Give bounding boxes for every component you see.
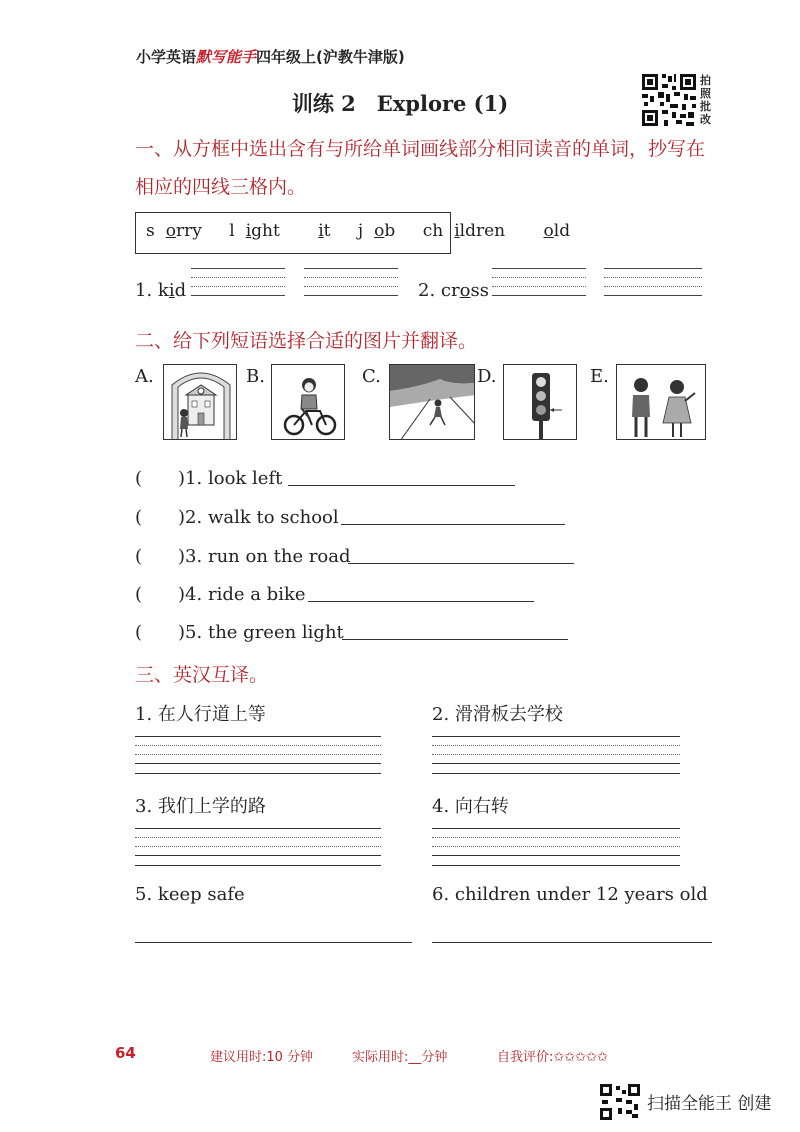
self-evaluation: 自我评价:✩✩✩✩✩ xyxy=(497,1050,608,1065)
actual-time: 实际用时:__分钟 xyxy=(352,1050,448,1065)
word-option: j ob xyxy=(357,221,396,241)
writing-line[interactable] xyxy=(432,763,680,764)
answer-paren[interactable]: ( ) xyxy=(135,546,186,567)
answer-line[interactable] xyxy=(288,485,515,486)
four-line-grid[interactable] xyxy=(492,268,586,296)
bike-rider-picture xyxy=(271,364,345,440)
answer-line[interactable] xyxy=(348,563,574,564)
section3-heading: 三、英汉互译。 xyxy=(135,664,269,686)
children-picture xyxy=(616,364,706,440)
writing-line[interactable] xyxy=(135,846,381,847)
answer-item-5: ( )5. the green light xyxy=(135,622,344,643)
answer-item-4: ( )4. ride a bike xyxy=(135,584,306,605)
answer-item-1: ( )1. look left xyxy=(135,468,283,489)
writing-line[interactable] xyxy=(135,754,381,755)
section1-heading-cont: 相应的四线三格内。 xyxy=(135,176,307,198)
writing-line[interactable] xyxy=(135,865,381,866)
writing-line[interactable] xyxy=(432,745,680,746)
running-road-picture xyxy=(389,364,475,440)
writing-line[interactable] xyxy=(135,736,381,737)
writing-line[interactable] xyxy=(135,855,381,856)
word-option: l ight xyxy=(229,221,280,241)
word-option: ch ildren xyxy=(422,221,506,241)
answer-paren[interactable]: ( ) xyxy=(135,507,186,528)
writing-line[interactable] xyxy=(432,855,680,856)
picture-label-c: C. xyxy=(362,366,381,387)
page-number: 64 xyxy=(115,1044,136,1062)
suggested-time: 建议用时:10 分钟 xyxy=(210,1050,314,1065)
picture-label-e: E. xyxy=(590,366,609,387)
page-header xyxy=(136,46,405,67)
question-2-word: 2. cross xyxy=(418,280,489,301)
answer-item-2: ( )2. walk to school xyxy=(135,507,339,528)
header-brand: 默写能手 xyxy=(196,48,257,66)
picture-label-b: B. xyxy=(246,366,265,387)
writing-line[interactable] xyxy=(432,736,680,737)
translate-item-1: 1. 在人行道上等 xyxy=(135,704,266,725)
school-picture xyxy=(163,364,237,440)
qr-caption-char: 批 xyxy=(700,100,711,113)
four-line-grid[interactable] xyxy=(604,268,702,296)
writing-line[interactable] xyxy=(135,942,412,943)
four-line-grid[interactable] xyxy=(304,268,398,296)
answer-paren[interactable]: ( ) xyxy=(135,622,186,643)
page-title: 训练 2 Explore (1) xyxy=(291,91,509,116)
word-option: s orry xyxy=(146,221,202,241)
answer-paren[interactable]: ( ) xyxy=(135,584,186,605)
translate-item-5: 5. keep safe xyxy=(135,884,245,905)
watermark-qr-icon xyxy=(600,1084,640,1120)
four-line-grid[interactable] xyxy=(191,268,285,296)
section1-heading: 一、从方框中选出含有与所给单词画线部分相同读音的单词，抄写在 xyxy=(135,138,706,160)
answer-paren[interactable]: ( ) xyxy=(135,468,186,489)
translate-item-3: 3. 我们上学的路 xyxy=(135,796,266,817)
header-prefix: 小学英语 xyxy=(136,48,197,66)
qr-caption-char: 照 xyxy=(700,87,711,100)
watermark-text: 扫描全能王 创建 xyxy=(647,1094,772,1114)
writing-line[interactable] xyxy=(432,828,680,829)
writing-line[interactable] xyxy=(135,828,381,829)
writing-line[interactable] xyxy=(432,865,680,866)
writing-line[interactable] xyxy=(135,745,381,746)
writing-line[interactable] xyxy=(432,773,680,774)
answer-item-3: ( )3. run on the road xyxy=(135,546,351,567)
qr-caption-char: 拍 xyxy=(700,74,711,87)
writing-line[interactable] xyxy=(135,773,381,774)
translate-item-2: 2. 滑滑板去学校 xyxy=(432,704,563,725)
writing-line[interactable] xyxy=(135,837,381,838)
traffic-light-picture xyxy=(503,364,577,440)
answer-line[interactable] xyxy=(308,601,534,602)
word-option: old xyxy=(543,221,571,241)
writing-line[interactable] xyxy=(432,754,680,755)
writing-line[interactable] xyxy=(432,942,712,943)
word-option: it xyxy=(318,221,331,241)
qr-caption-char: 改 xyxy=(700,113,711,126)
writing-line[interactable] xyxy=(135,763,381,764)
section2-heading: 二、给下列短语选择合适的图片并翻译。 xyxy=(135,330,478,352)
translate-item-4: 4. 向右转 xyxy=(432,796,509,817)
header-suffix: 四年级上(沪教牛津版) xyxy=(256,48,405,66)
question-1-word: 1. kid xyxy=(135,280,187,301)
answer-line[interactable] xyxy=(342,639,568,640)
picture-label-d: D. xyxy=(477,366,497,387)
writing-line[interactable] xyxy=(432,837,680,838)
translate-item-6: 6. children under 12 years old xyxy=(432,884,708,905)
writing-line[interactable] xyxy=(432,846,680,847)
word-box xyxy=(135,212,571,254)
picture-label-a: A. xyxy=(135,366,154,387)
answer-line[interactable] xyxy=(341,524,565,525)
